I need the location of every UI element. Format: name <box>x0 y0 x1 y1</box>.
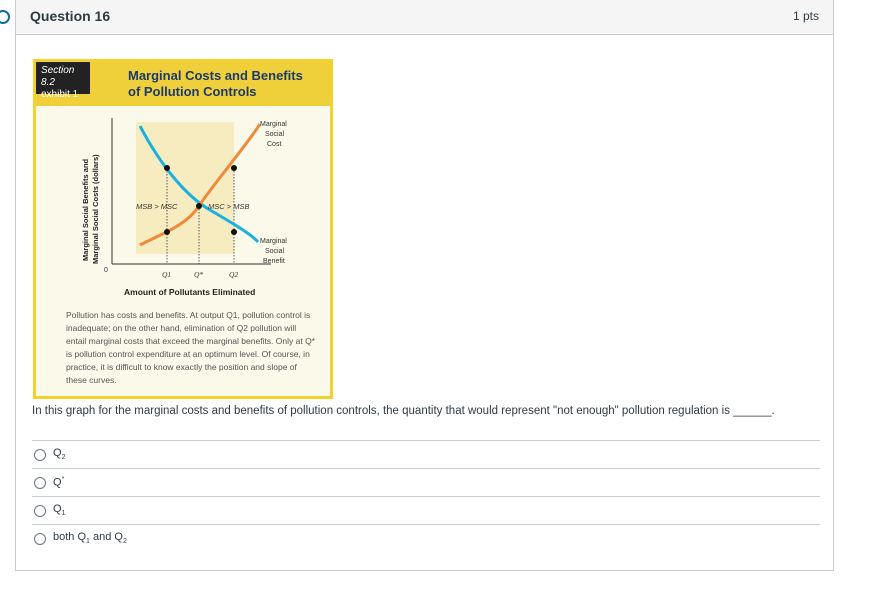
radio-button[interactable] <box>34 477 46 489</box>
exhibit-title: Marginal Costs and Benefits of Pollution Controls <box>128 68 303 99</box>
x-axis-label: Amount of Pollutants Eliminated <box>124 287 256 297</box>
point-q1-msb <box>164 165 170 171</box>
section-label: Section 8.2 <box>41 65 75 88</box>
tick-q2: Q2 <box>229 270 239 279</box>
answer-label: $Q_2$ <box>53 447 66 462</box>
y-axis-label-1: Marginal Social Benefits and <box>81 158 90 261</box>
answer-option-q2[interactable] <box>32 440 820 468</box>
region-right-label: MSC > MSB <box>208 202 250 211</box>
point-q2-msc <box>231 165 237 171</box>
y-axis-label-2: Marginal Social Costs (dollars) <box>91 154 100 264</box>
point-equilibrium <box>196 203 202 209</box>
msb-label-3: Benefit <box>263 258 285 265</box>
exhibit-label: exhibit 1 <box>41 89 79 100</box>
shade-right <box>167 122 234 254</box>
msc-label-2: Social <box>265 131 285 138</box>
answer-option-qstar[interactable] <box>32 468 820 496</box>
question-nav-indicator <box>0 10 10 24</box>
exhibit-header-band <box>36 62 330 106</box>
answer-option-both[interactable] <box>32 524 820 552</box>
point-q1-msc <box>164 229 170 235</box>
question-header <box>16 0 833 35</box>
question-title: Question 16 <box>30 8 111 24</box>
msc-label-3: Cost <box>267 141 282 148</box>
answer-label: both $Q_1$ and $Q_2$ <box>53 531 127 546</box>
question-card <box>15 0 834 571</box>
tick-q1: Q1 <box>162 270 172 279</box>
answer-option-q1[interactable] <box>32 496 820 524</box>
msb-label-1: Marginal <box>260 238 287 245</box>
msb-label-2: Social <box>265 248 285 255</box>
question-points: 1 pts <box>792 9 819 23</box>
pollution-graph <box>36 106 330 306</box>
radio-button[interactable] <box>34 533 46 545</box>
tick-qstar: Q* <box>194 270 204 279</box>
msc-label-1: Marginal <box>260 121 287 128</box>
question-text: In this graph for the marginal costs and benefits of pollution controls, the quantity that would represent "not enough" pollution regulation is ______. <box>32 405 775 417</box>
answer-label: $Q_1$ <box>53 503 66 518</box>
point-q2-msb <box>231 229 237 235</box>
region-left-label: MSB > MSC <box>136 202 178 211</box>
exhibit-caption: Pollution has costs and benefits. At output Q1, pollution control is inadequate; on the other hand, elimination of Q2 pollution will entail marginal costs that exceed the marginal benefits. Only at Q* is pollution control expenditure at an optimum level. Of course, in practice, it is difficult to know exactly the position and slope of these curves. <box>66 310 315 385</box>
radio-button[interactable] <box>34 505 46 517</box>
section-tag <box>36 62 90 100</box>
answer-list <box>32 440 820 552</box>
radio-button[interactable] <box>34 449 46 461</box>
origin-label: 0 <box>104 267 108 274</box>
answer-label: Q* <box>53 476 65 489</box>
exhibit-figure <box>33 59 333 399</box>
